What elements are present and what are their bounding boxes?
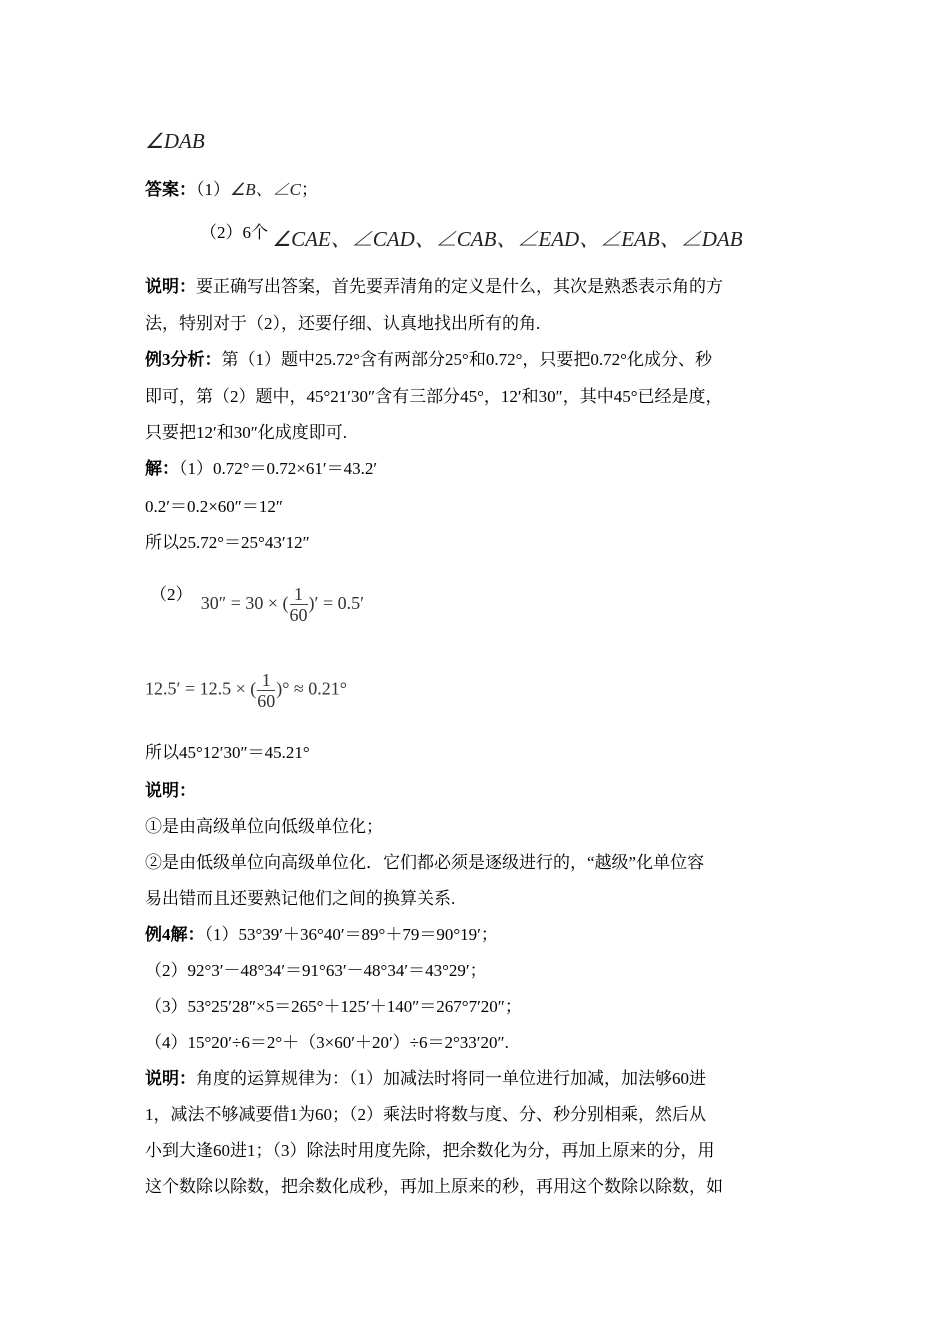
fraction: [257, 670, 275, 711]
angle-dab: ∠DAB: [145, 129, 205, 153]
numerator: 1: [290, 584, 308, 605]
ex3-line-a: [145, 349, 712, 371]
answer-label: 答案：: [145, 180, 196, 199]
ex4-line-3: （3）53°25′28″×5＝265°＋125′＋140″＝267°7′20″；: [145, 997, 522, 1016]
formula-1: [200, 584, 365, 625]
answer-line-1: [145, 179, 318, 201]
part-2-label: （2）: [150, 585, 193, 604]
ex3-label: 例3分析：: [145, 350, 222, 369]
note3-line-b: 1，减法不够减要借1为60；（2）乘法时将数与度、分、秒分别相乘，然后从: [145, 1105, 706, 1124]
note2-line-c: 易出错而且还要熟记他们之间的换算关系.: [145, 889, 456, 908]
formula-1-left: 30″ = 30 × (: [200, 592, 289, 613]
formula-2: [145, 670, 347, 711]
answer-1-prefix: （1）: [196, 180, 230, 199]
solution-line-2: 0.2′＝0.2×60″＝12″: [145, 497, 283, 516]
answer-1-end: ；: [300, 180, 318, 199]
note-text: 角度的运算规律为：（1）加减法时将同一单位进行加减，加法够60进: [196, 1069, 706, 1088]
ex4-line-1: [145, 924, 498, 946]
solution-line-3: 所以25.72°＝25°43′12″: [145, 533, 310, 552]
note3-line-a: [145, 1068, 706, 1090]
fraction: [290, 584, 308, 625]
answer-1-math: ∠B、∠C: [230, 180, 301, 199]
answer-2-prefix: （2）6个: [200, 223, 268, 242]
formula-2-right: )° ≈ 0.21°: [276, 678, 348, 699]
ex4-text: （1）53°39′＋36°40′＝89°＋79＝90°19′；: [204, 925, 498, 944]
ex3-line-c: 只要把12′和30″化成度即可.: [145, 423, 348, 442]
note-label: 说明：: [145, 1069, 196, 1088]
formula-2-left: 12.5′ = 12.5 × (: [145, 678, 257, 699]
note1-line-b: 法，特别对于（2），还要仔细、认真地找出所有的角.: [145, 314, 541, 333]
solution-label: 解：: [145, 459, 179, 478]
note2-line-b: ②是由低级单位向高级单位化．它们都必须是逐级进行的，“越级”化单位容: [145, 853, 705, 872]
formula-1-line: [150, 584, 364, 625]
note-label: 说明：: [145, 277, 196, 296]
denominator: 60: [289, 605, 308, 625]
ex4-line-4: （4）15°20′÷6＝2°＋（3×60′＋20′）÷6＝2°33′20″.: [145, 1033, 509, 1052]
formula-1-right: )′ = 0.5′: [308, 592, 365, 613]
solution-line-1: [145, 458, 377, 480]
note3-line-c: 小到大逢60进1；（3）除法时用度先除，把余数化为分，再加上原来的分，用: [145, 1141, 715, 1160]
ex4-label: 例4解：: [145, 925, 205, 944]
answer-2-math: ∠CAE、∠CAD、∠CAB、∠EAD、∠EAB、∠DAB: [272, 227, 743, 251]
note1-line-a: [145, 276, 723, 298]
denominator: 60: [257, 691, 276, 711]
solution-line-4: 所以45°12′30″＝45.21°: [145, 743, 310, 762]
ex3-line-b: 即可，第（2）题中，45°21′30″含有三部分45°，12′和30″，其中45°已经是度，: [145, 387, 723, 406]
numerator: 1: [257, 670, 275, 691]
ex4-line-2: （2）92°3′－48°34′＝91°63′－48°34′＝43°29′；: [145, 961, 487, 980]
ex3-text: 第（1）题中25.72°含有两部分25°和0.72°，只要把0.72°化成分、秒: [221, 350, 712, 369]
note-text: 要正确写出答案，首先要弄清角的定义是什么，其次是熟悉表示角的方: [196, 277, 723, 296]
note2-line-a: ①是由高级单位向低级单位化；: [145, 817, 383, 836]
note2-label: 说明：: [145, 781, 196, 800]
answer-line-2: [200, 222, 743, 251]
solution-text: （1）0.72°＝0.72×61′＝43.2′: [179, 459, 378, 478]
note3-line-d: 这个数除以除数，把余数化成秒，再加上原来的秒，再用这个数除以除数，如: [145, 1177, 723, 1196]
